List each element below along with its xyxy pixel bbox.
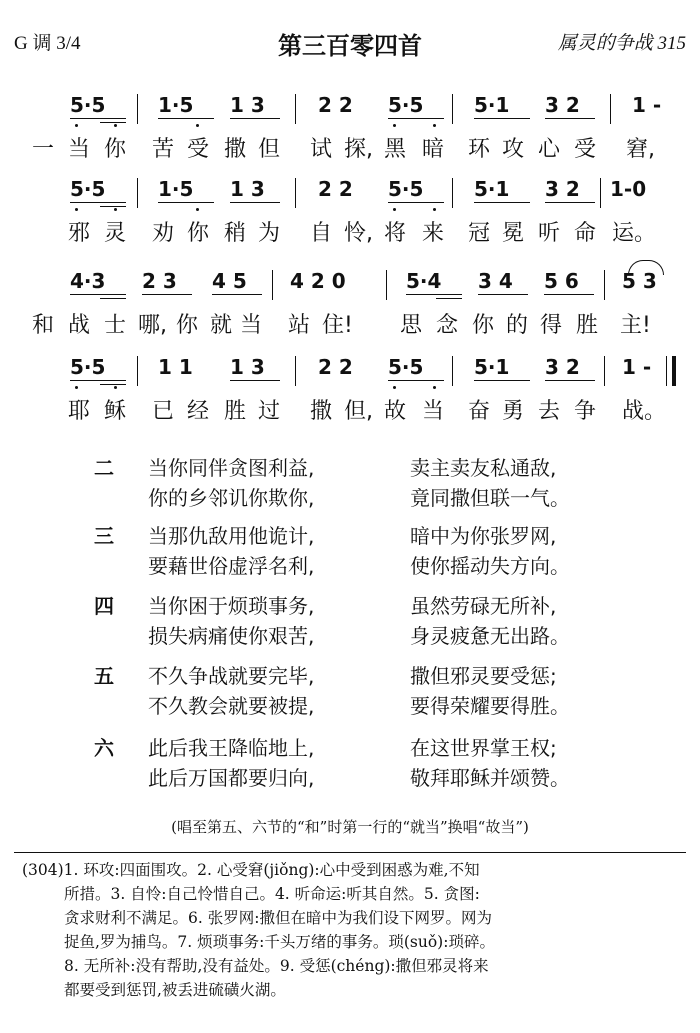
note-group: 1·5 [158, 177, 194, 201]
beam-line [158, 118, 214, 119]
footnotes [22, 858, 686, 1002]
verse-number: 五 [94, 664, 114, 688]
lyric-char: 你 [472, 313, 495, 338]
footnote-line: (304)1. 环攻:四面围攻。2. 心受窘(jiǒng):心中受到困惑为难,不知 [22, 861, 480, 879]
lyric-char: 思 [400, 313, 423, 338]
octave-dot [433, 124, 436, 127]
beam-line [70, 202, 126, 203]
lyric-char: 自 [310, 221, 333, 246]
beam-line [474, 380, 530, 381]
lyric-char: 经 [187, 399, 210, 424]
verse-line: 此后万国都要归向, [148, 766, 315, 790]
lyric-char: 的 [506, 313, 529, 338]
lyric-char: 念 [436, 313, 459, 338]
lyric-char: 就 [210, 313, 233, 338]
lyric-char: 去 [538, 399, 561, 424]
octave-dot [114, 124, 117, 127]
note-group: 5·5 [70, 355, 106, 379]
verse-line: 不久争战就要完毕, [148, 664, 315, 688]
lyric-char: 当 [240, 313, 263, 338]
hymn-title: 第三百零四首 [278, 32, 422, 60]
staff-3 [0, 266, 700, 338]
lyric-row [0, 132, 700, 162]
note-group: 5·5 [70, 177, 106, 201]
note-group: 5 3 [622, 269, 657, 293]
footnote-line: 所措。3. 自怜:自己怜惜自己。4. 听命运:听其自然。5. 贪图: [64, 885, 480, 903]
lyric-char: 你 [176, 313, 199, 338]
octave-dot [393, 124, 396, 127]
verse-line: 撒但邪灵要受惩; [410, 664, 557, 688]
verse-number: 三 [94, 524, 114, 548]
beam-line [70, 380, 126, 381]
tie-arc [628, 260, 664, 275]
note-group: 5·5 [388, 177, 424, 201]
notation-row [0, 266, 700, 296]
lyric-char: 听 [538, 221, 561, 246]
bar-line [295, 94, 296, 124]
lyric-char: 怜, [344, 221, 373, 246]
bar-line [137, 356, 138, 386]
beam-line [70, 118, 126, 119]
divider [14, 852, 686, 853]
verse-line: 虽然劳碌无所补, [410, 594, 557, 618]
verse-line: 在这世界掌王权; [410, 736, 557, 760]
lyric-char: 为 [258, 221, 281, 246]
lyric-char: 得 [540, 313, 563, 338]
octave-dot [75, 124, 78, 127]
notation-row [0, 174, 700, 204]
footnote-line: 捉鱼,罗为捕鸟。7. 烦琐事务:千头万绪的事务。琐(suǒ):琐碎。 [64, 933, 495, 951]
bar-line [452, 356, 453, 386]
lyric-char: 灵 [104, 221, 127, 246]
beam-line [388, 202, 444, 203]
beam-line [544, 294, 594, 295]
staff-1 [0, 90, 700, 162]
verse-line: 卖主卖友私通敌, [410, 456, 557, 480]
beam-line [70, 294, 126, 295]
note-group: 3 2 [545, 177, 580, 201]
refrain-marker: 和 [32, 313, 55, 338]
lyric-char: 撒 [310, 399, 333, 424]
lyric-char: 当 [68, 137, 91, 162]
lyric-char: 战。 [622, 399, 667, 424]
verse-line: 当那仇敌用他诡计, [148, 524, 315, 548]
lyric-char: 故 [384, 399, 407, 424]
note-group: 5·1 [474, 177, 510, 201]
bar-line [610, 94, 611, 124]
beam-line [100, 384, 126, 385]
final-bar-line [672, 356, 676, 386]
beam-line [545, 380, 595, 381]
staff-2 [0, 174, 700, 246]
lyric-char: 站 [288, 313, 311, 338]
note-group: 1 3 [230, 93, 265, 117]
verse-line: 敬拜耶稣并颂赞。 [410, 766, 570, 790]
notation-row [0, 90, 700, 120]
lyric-row [0, 216, 700, 246]
lyric-char: 争 [574, 399, 597, 424]
footnote-line: 8. 无所补:没有帮助,没有益处。9. 受惩(chéng):撒但邪灵将来 [64, 957, 489, 975]
verse-line: 当你同伴贪图利益, [148, 456, 315, 480]
lyric-char: 奋 [468, 399, 491, 424]
lyric-char: 士 [104, 313, 127, 338]
notation-row [0, 352, 700, 382]
note-group: 2 2 [318, 93, 353, 117]
lyric-char: 稣 [104, 399, 127, 424]
bar-line [666, 356, 667, 386]
note-group: 5·5 [388, 355, 424, 379]
lyric-char: 稍 [224, 221, 247, 246]
lyric-char: 勇 [502, 399, 525, 424]
note-group: 4 5 [212, 269, 247, 293]
verse-number: 一 [32, 137, 55, 162]
bar-line [137, 178, 138, 208]
note-group: 4 2 0 [290, 269, 346, 293]
note-group: 3 2 [545, 355, 580, 379]
lyric-char: 命 [574, 221, 597, 246]
verse-line: 此后我王降临地上, [148, 736, 315, 760]
note-group: 5·4 [406, 269, 442, 293]
lyric-char: 心 [538, 137, 561, 162]
key-signature: G 调 3/4 [14, 33, 81, 54]
beam-line [436, 298, 462, 299]
note-group: 3 4 [478, 269, 513, 293]
note-group: 5·1 [474, 93, 510, 117]
bar-line [295, 356, 296, 386]
verse-line: 要藉世俗虚浮名利, [148, 554, 315, 578]
verse-number: 四 [94, 594, 114, 618]
verse-line: 损失病痛使你艰苦, [148, 624, 315, 648]
bar-line [600, 178, 601, 208]
staff-4 [0, 352, 700, 424]
lyric-char: 撒 [224, 137, 247, 162]
lyric-char: 胜 [224, 399, 247, 424]
beam-line [158, 202, 214, 203]
bar-line [452, 94, 453, 124]
lyric-char: 受 [574, 137, 597, 162]
lyric-row [0, 394, 700, 424]
lyric-char: 黑 [384, 137, 407, 162]
verse-line: 暗中为你张罗网, [410, 524, 557, 548]
beam-line [478, 294, 528, 295]
note-group: 5·5 [388, 93, 424, 117]
beam-line [545, 202, 595, 203]
verse-line: 你的乡邻讥你欺你, [148, 486, 315, 510]
note-group: 1-0 [610, 177, 647, 201]
lyric-char: 试 [310, 137, 333, 162]
lyric-char: 劝 [152, 221, 175, 246]
note-group: 2 2 [318, 177, 353, 201]
lyric-char: 战 [68, 313, 91, 338]
note-group: 1 - [632, 93, 662, 117]
octave-dot [75, 386, 78, 389]
octave-dot [433, 386, 436, 389]
lyric-char: 哪, [138, 313, 167, 338]
lyric-char: 但 [258, 137, 281, 162]
beam-line [100, 206, 126, 207]
lyric-char: 探, [344, 137, 373, 162]
note-group: 2 2 [318, 355, 353, 379]
octave-dot [393, 386, 396, 389]
beam-line [100, 298, 126, 299]
performance-note: (唱至第五、六节的“和”时第一行的“就当”换唱“故当”) [171, 818, 529, 836]
beam-line [474, 118, 530, 119]
hymn-category: 属灵的争战 315 [557, 33, 686, 54]
note-group: 1 - [622, 355, 652, 379]
lyric-char: 来 [422, 221, 445, 246]
footnote-line: 都要受到惩罚,被丢进硫磺火湖。 [64, 981, 286, 999]
lyric-char: 受 [187, 137, 210, 162]
note-group: 1 3 [230, 177, 265, 201]
verse-line: 使你摇动失方向。 [410, 554, 570, 578]
note-group: 5·1 [474, 355, 510, 379]
bar-line [386, 270, 387, 300]
beam-line [142, 294, 192, 295]
note-group: 5 6 [544, 269, 579, 293]
note-group: 1 1 [158, 355, 193, 379]
beam-line [212, 294, 262, 295]
octave-dot [393, 208, 396, 211]
octave-dot [196, 124, 199, 127]
lyric-char: 过 [258, 399, 281, 424]
note-group: 2 3 [142, 269, 177, 293]
bar-line [295, 178, 296, 208]
lyric-char: 当 [422, 399, 445, 424]
verse-line: 当你困于烦琐事务, [148, 594, 315, 618]
bar-line [137, 94, 138, 124]
bar-line [604, 270, 605, 300]
beam-line [100, 122, 126, 123]
beam-line [388, 118, 444, 119]
beam-line [388, 380, 444, 381]
lyric-row [0, 308, 700, 338]
bar-line [604, 356, 605, 386]
verse-line: 身灵疲惫无出路。 [410, 624, 570, 648]
octave-dot [196, 208, 199, 211]
beam-line [230, 380, 280, 381]
footnote-line: 贪求财利不满足。6. 张罗网:撒但在暗中为我们设下网罗。网为 [64, 909, 492, 927]
lyric-char: 运。 [612, 221, 657, 246]
lyric-char: 暗 [422, 137, 445, 162]
octave-dot [75, 208, 78, 211]
lyric-char: 主! [620, 313, 651, 338]
lyric-char: 住! [322, 313, 353, 338]
note-group: 4·3 [70, 269, 106, 293]
lyric-char: 耶 [68, 399, 91, 424]
verse-line: 竟同撒但联一气。 [410, 486, 570, 510]
lyric-char: 冕 [502, 221, 525, 246]
lyric-char: 将 [384, 221, 407, 246]
verse-line: 不久教会就要被提, [148, 694, 315, 718]
note-group: 5·5 [70, 93, 106, 117]
beam-line [406, 294, 462, 295]
lyric-char: 你 [187, 221, 210, 246]
lyric-char: 胜 [576, 313, 599, 338]
note-group: 3 2 [545, 93, 580, 117]
verse-line: 要得荣耀要得胜。 [410, 694, 570, 718]
verse-number: 二 [94, 456, 114, 480]
lyric-char: 邪 [68, 221, 91, 246]
octave-dot [114, 386, 117, 389]
bar-line [272, 270, 273, 300]
octave-dot [433, 208, 436, 211]
beam-line [545, 118, 595, 119]
octave-dot [114, 208, 117, 211]
beam-line [474, 202, 530, 203]
lyric-char: 但, [344, 399, 373, 424]
note-group: 1 3 [230, 355, 265, 379]
lyric-char: 环 [468, 137, 491, 162]
lyric-char: 你 [104, 137, 127, 162]
lyric-char: 冠 [468, 221, 491, 246]
verse-number: 六 [94, 736, 114, 760]
lyric-char: 窘, [626, 137, 655, 162]
beam-line [230, 202, 280, 203]
lyric-char: 已 [152, 399, 175, 424]
note-group: 1·5 [158, 93, 194, 117]
lyric-char: 苦 [152, 137, 175, 162]
lyric-char: 攻 [502, 137, 525, 162]
bar-line [452, 178, 453, 208]
beam-line [230, 118, 280, 119]
